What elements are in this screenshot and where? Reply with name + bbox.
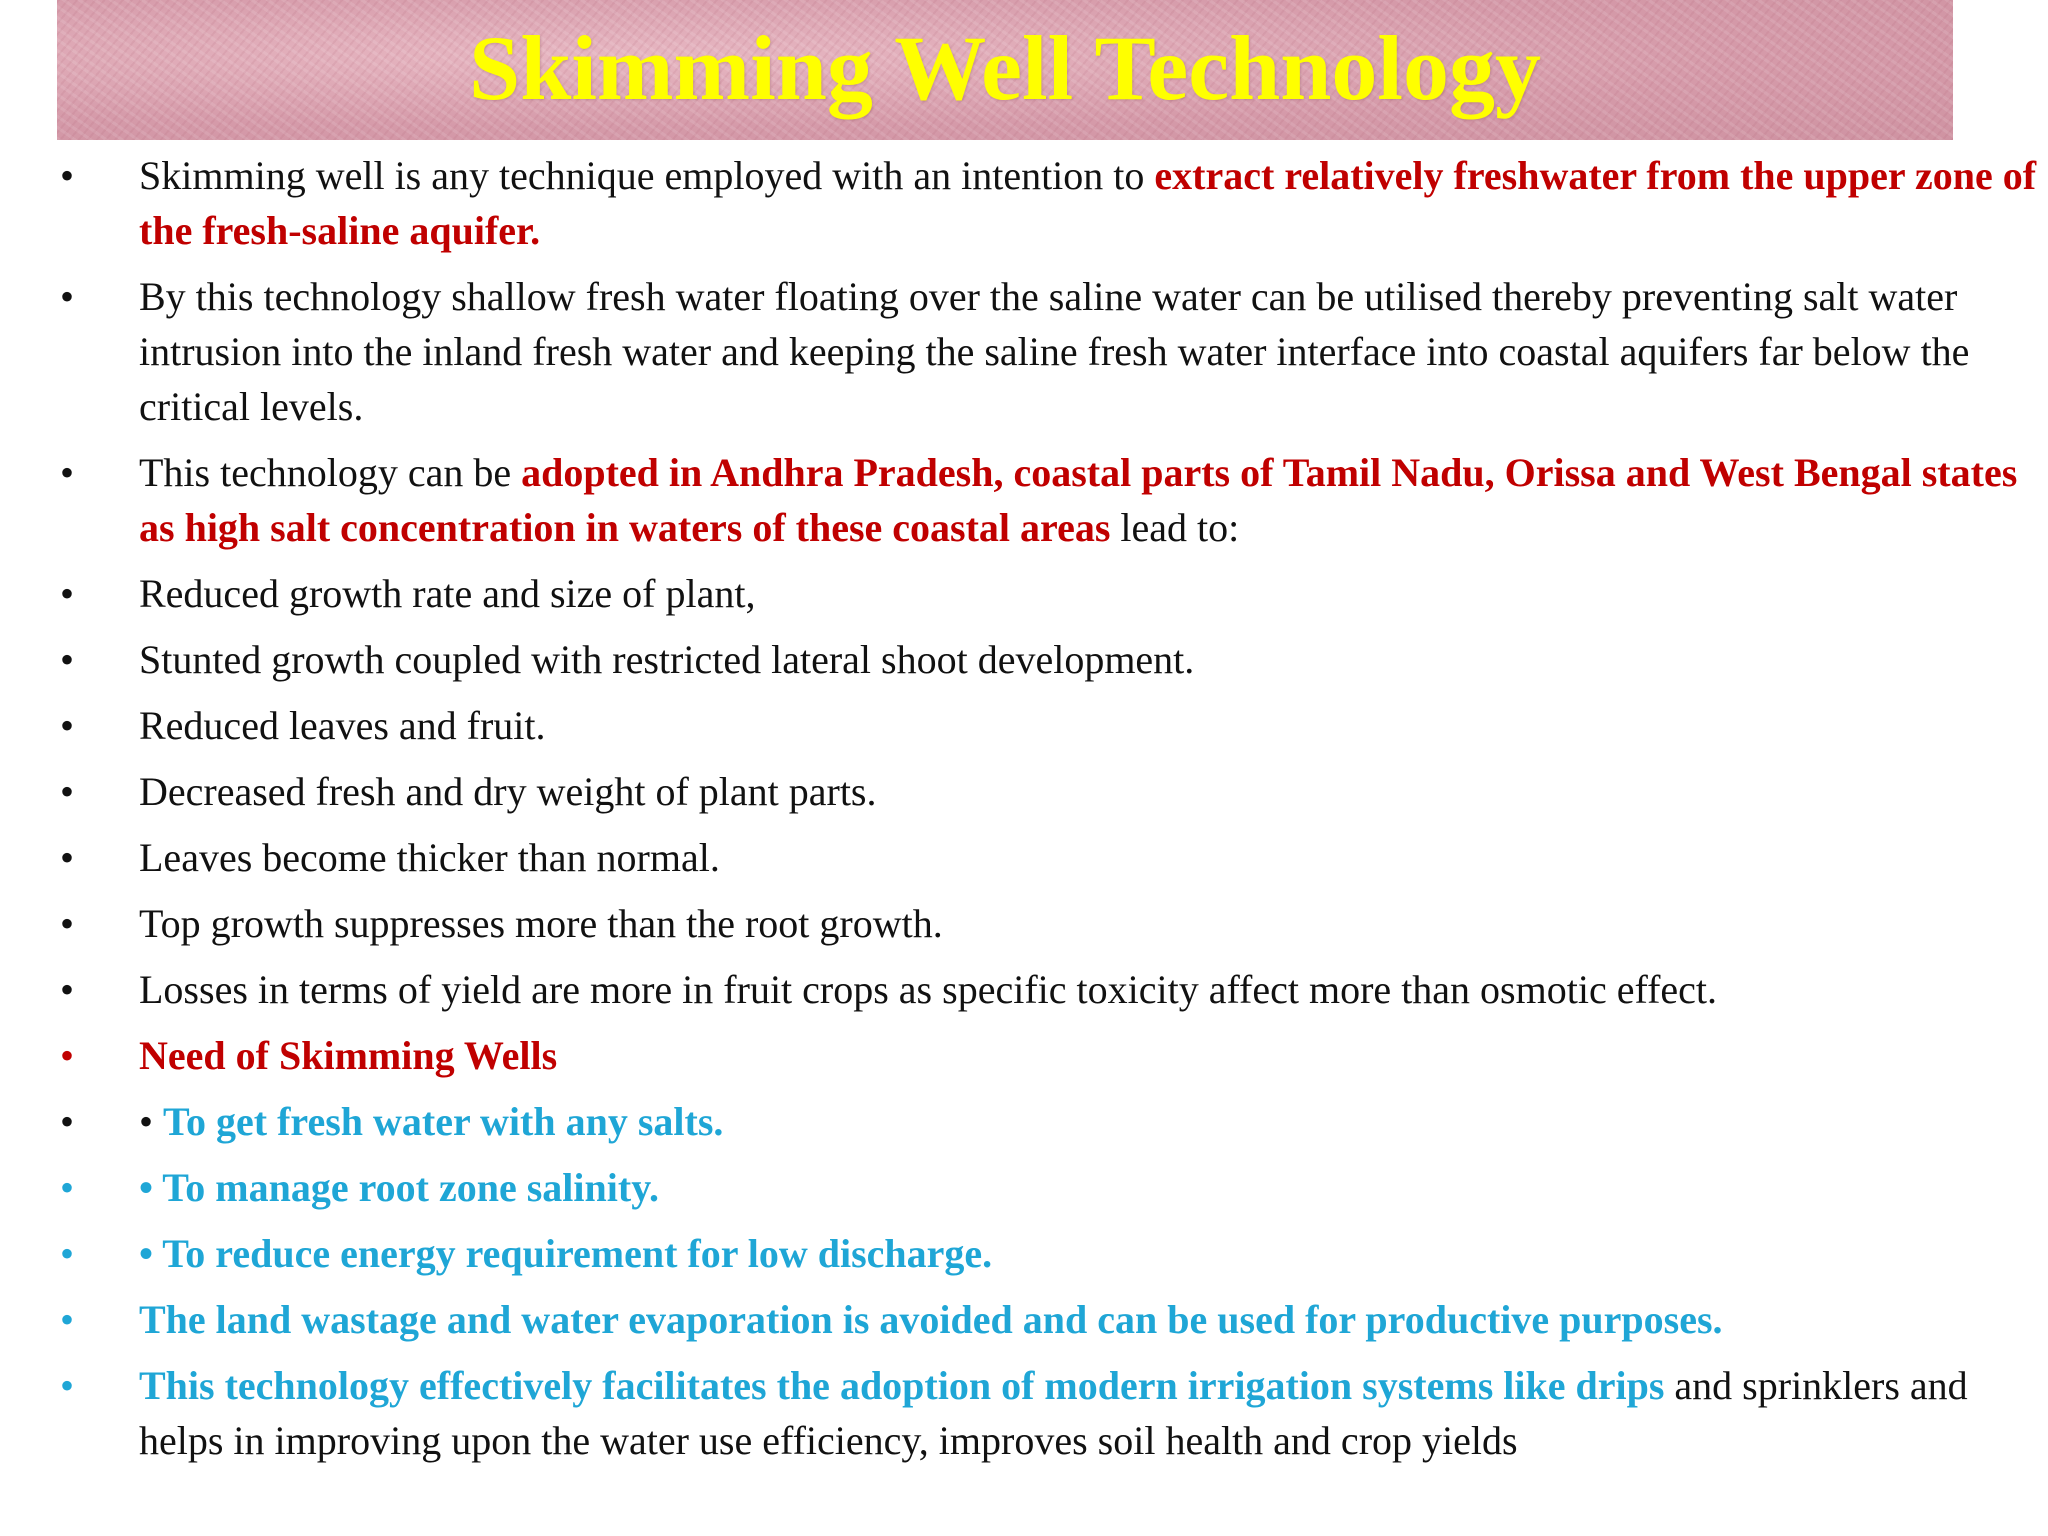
bullet-marker: • (60, 1099, 75, 1144)
bullet-marker: • (60, 835, 75, 880)
bullet-text-segment: and sprinklers and helps in improving upon the water use efficiency, improves soil health and crop yields (139, 1363, 1968, 1463)
bullet-item (0, 1160, 2048, 1215)
bullet-text-segment: • (139, 1099, 164, 1144)
bullet-item (0, 566, 2048, 621)
bullet-marker: • (60, 1033, 75, 1078)
bullet-item (0, 698, 2048, 753)
bullet-text-segment: This technology can be (139, 450, 522, 495)
bullet-text-segment: Reduced growth rate and size of plant, (139, 571, 756, 616)
bullet-text-segment: Top growth suppresses more than the root growth. (139, 901, 943, 946)
title-banner (57, 0, 1953, 140)
bullet-text-segment: The land wastage and water evaporation is avoided and can be used for productive purposes. (139, 1297, 1723, 1342)
bullet-item (0, 962, 2048, 1017)
bullet-marker: • (60, 967, 75, 1012)
bullet-text-segment: To get fresh water with any salts. (163, 1099, 724, 1144)
bullet-item (0, 896, 2048, 951)
bullet-marker: • (60, 450, 75, 495)
bullet-item (0, 1226, 2048, 1281)
bullet-item (0, 1358, 2048, 1468)
bullet-text-segment: Stunted growth coupled with restricted lateral shoot development. (139, 637, 1195, 682)
slide-title: Skimming Well Technology (469, 17, 1541, 119)
bullet-marker: • (60, 901, 75, 946)
bullet-text-segment: Decreased fresh and dry weight of plant parts. (139, 769, 877, 814)
bullet-text-segment: lead to: (1110, 505, 1240, 550)
bullet-text-segment: • To reduce energy requirement for low discharge. (139, 1231, 993, 1276)
bullet-text-segment: Need of Skimming Wells (139, 1033, 558, 1078)
bullet-text-segment: Reduced leaves and fruit. (139, 703, 546, 748)
bullet-marker: • (60, 703, 75, 748)
bullet-marker: • (60, 153, 75, 198)
bullet-item (0, 445, 2048, 555)
bullet-marker: • (60, 571, 75, 616)
bullet-item (0, 632, 2048, 687)
bullet-item (0, 148, 2048, 258)
bullet-marker: • (60, 274, 75, 319)
bullet-marker: • (60, 1297, 75, 1342)
bullet-item (0, 1292, 2048, 1347)
bullet-item (0, 764, 2048, 819)
bullet-text-segment: Losses in terms of yield are more in fruit crops as specific toxicity affect more than osmotic effect. (139, 967, 1718, 1012)
bullet-text-segment: This technology effectively facilitates the adoption of modern irrigation systems like drips (139, 1363, 1665, 1408)
bullet-marker: • (60, 1231, 75, 1276)
bullet-text-segment: extract relatively freshwater from the upper zone of the fresh-saline aquifer. (139, 153, 2037, 253)
bullet-marker: • (60, 637, 75, 682)
bullet-list (0, 148, 2048, 1479)
bullet-item (0, 830, 2048, 885)
bullet-text-segment: adopted in Andhra Pradesh, coastal parts of Tamil Nadu, Orissa and West Bengal states as high salt concentration in waters of these coastal areas (139, 450, 2018, 550)
bullet-item (0, 269, 2048, 434)
bullet-item (0, 1028, 2048, 1083)
bullet-marker: • (60, 769, 75, 814)
bullet-text-segment: By this technology shallow fresh water floating over the saline water can be utilised thereby preventing salt water intrusion into the inland fresh water and keeping the saline fresh water interface into coastal aquifers far below the critical levels. (139, 274, 1970, 429)
bullet-marker: • (60, 1165, 75, 1210)
bullet-text-segment: Leaves become thicker than normal. (139, 835, 720, 880)
bullet-text-segment: • To manage root zone salinity. (139, 1165, 659, 1210)
bullet-item (0, 1094, 2048, 1149)
bullet-marker: • (60, 1363, 75, 1408)
bullet-text-segment: Skimming well is any technique employed with an intention to (139, 153, 1155, 198)
